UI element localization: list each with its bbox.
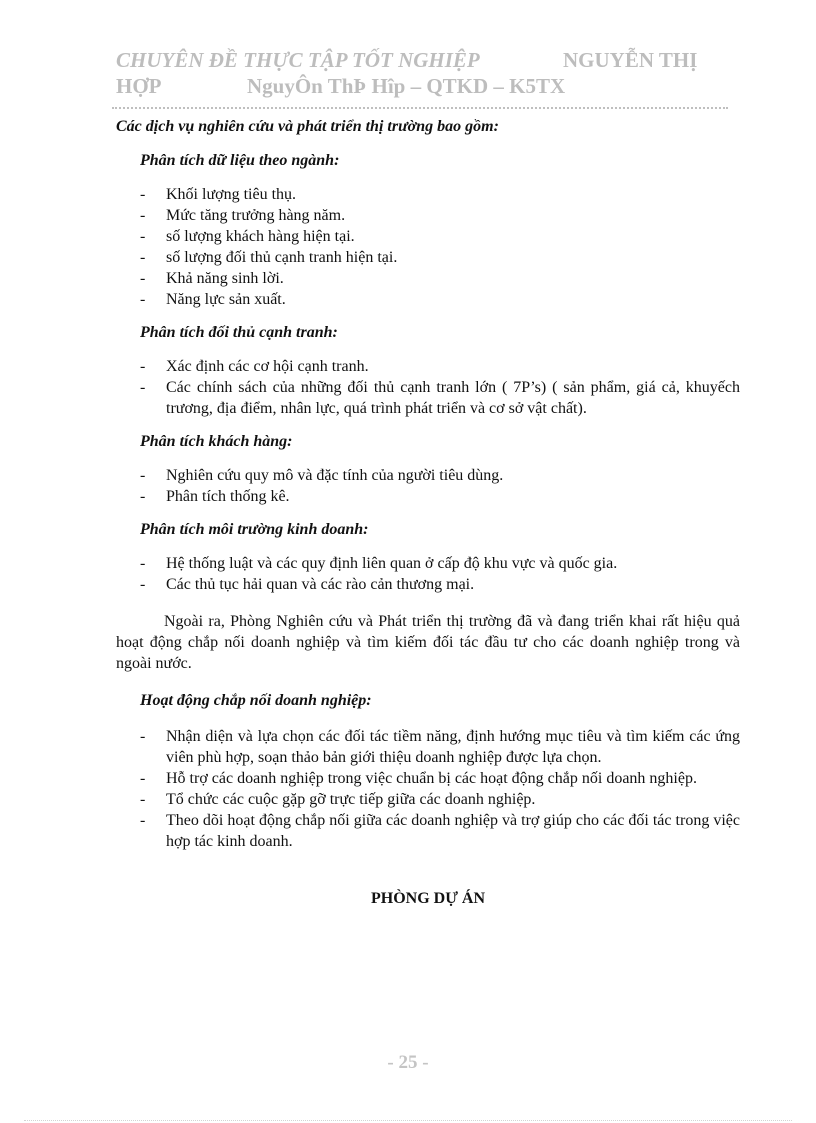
section-title-business-environment: Phân tích môi trường kinh doanh: (140, 521, 369, 538)
header-title: CHUYÊN ĐỀ THỰC TẬP TỐT NGHIỆP (116, 48, 480, 72)
page-content (116, 116, 740, 910)
list-item: - số lượng đối thủ cạnh tranh hiện tại. (140, 249, 398, 266)
bullet-list (116, 726, 740, 852)
bullet-dash: - (140, 576, 146, 593)
bullet-dash: - (140, 488, 146, 505)
list-item: - Theo dõi hoạt động chắp nối giữa các doanh nghiệp và trợ giúp cho các đối tác trong việc hợp tác kinh doanh. (140, 812, 740, 850)
section-title-customer-analysis: Phân tích khách hàng: (140, 433, 293, 450)
section-title-industry-data: Phân tích dữ liệu theo ngành: (140, 152, 340, 169)
bullet-dash: - (140, 812, 146, 829)
bullet-dash: - (140, 207, 146, 224)
bullet-dash: - (140, 186, 146, 203)
list-item: - Mức tăng trưởng hàng năm. (140, 207, 346, 224)
list-item: - Năng lực sản xuất. (140, 291, 286, 308)
bullet-list (116, 356, 740, 419)
header-subtitle: NguyÔn ThÞ Hîp – QTKD – K5TX (247, 74, 566, 98)
intro-heading: Các dịch vụ nghiên cứu và phát triển thị trường bao gồm: (116, 118, 499, 135)
bullet-dash: - (140, 555, 146, 572)
bullet-dash: - (140, 467, 146, 484)
bullet-dash: - (140, 728, 146, 745)
next-section-heading: PHÒNG DỰ ÁN (370, 890, 486, 907)
list-item: - Xác định các cơ hội cạnh tranh. (140, 358, 369, 375)
section-title-business-matching: Hoạt động chắp nối doanh nghiệp: (140, 692, 372, 709)
header-divider (112, 107, 728, 109)
page-number: - 25 - (387, 1052, 429, 1073)
footer-divider (24, 1120, 792, 1121)
list-item: - Nghiên cứu quy mô và đặc tính của người tiêu dùng. (140, 467, 504, 484)
list-item: - Các thủ tục hải quan và các rào cản thương mại. (140, 576, 475, 593)
list-item: - Hỗ trợ các doanh nghiệp trong việc chuẩn bị các hoạt động chắp nối doanh nghiệp. (140, 770, 697, 787)
bullet-dash: - (140, 249, 146, 266)
list-item: - Các chính sách của những đối thủ cạnh tranh lớn ( 7P’s) ( sản phẩm, giá cả, khuyếch trương, địa điểm, nhân lực, quá trình phát triển và cơ sở vật chất). (140, 379, 740, 417)
bullet-dash: - (140, 291, 146, 308)
list-item: - Khả năng sinh lời. (140, 270, 284, 287)
bullet-dash: - (140, 770, 146, 787)
list-item: - Tổ chức các cuộc gặp gỡ trực tiếp giữa các doanh nghiệp. (140, 791, 536, 808)
bullet-dash: - (140, 379, 146, 396)
list-item: - Khối lượng tiêu thụ. (140, 186, 297, 203)
bullet-dash: - (140, 228, 146, 245)
bullet-list (116, 465, 740, 507)
list-item: - Hệ thống luật và các quy định liên quan ở cấp độ khu vực và quốc gia. (140, 555, 618, 572)
bullet-dash: - (140, 270, 146, 287)
header-author: NGUYỄN THỊ (563, 48, 698, 72)
list-item: - số lượng khách hàng hiện tại. (140, 228, 355, 245)
header-author-continued: HỢP (116, 74, 162, 98)
section-title-competitor-analysis: Phân tích đối thủ cạnh tranh: (140, 324, 338, 341)
bullet-dash: - (140, 791, 146, 808)
bullet-dash: - (140, 358, 146, 375)
list-item: - Nhận diện và lựa chọn các đối tác tiềm năng, định hướng mục tiêu và tìm kiếm các ứng viên phù hợp, soạn thảo bản giới thiệu doanh nghiệp được lựa chọn. (140, 728, 740, 766)
page-header (116, 47, 736, 99)
list-item: - Phân tích thống kê. (140, 488, 290, 505)
body-paragraph: Ngoài ra, Phòng Nghiên cứu và Phát triển thị trường đã và đang triển khai rất hiệu quả hoạt động chắp nối doanh nghiệp và tìm kiếm đối tác đầu tư cho các doanh nghiệp trong và ngoài nước. (116, 613, 740, 672)
bullet-list (116, 553, 740, 595)
bullet-list (116, 184, 740, 310)
